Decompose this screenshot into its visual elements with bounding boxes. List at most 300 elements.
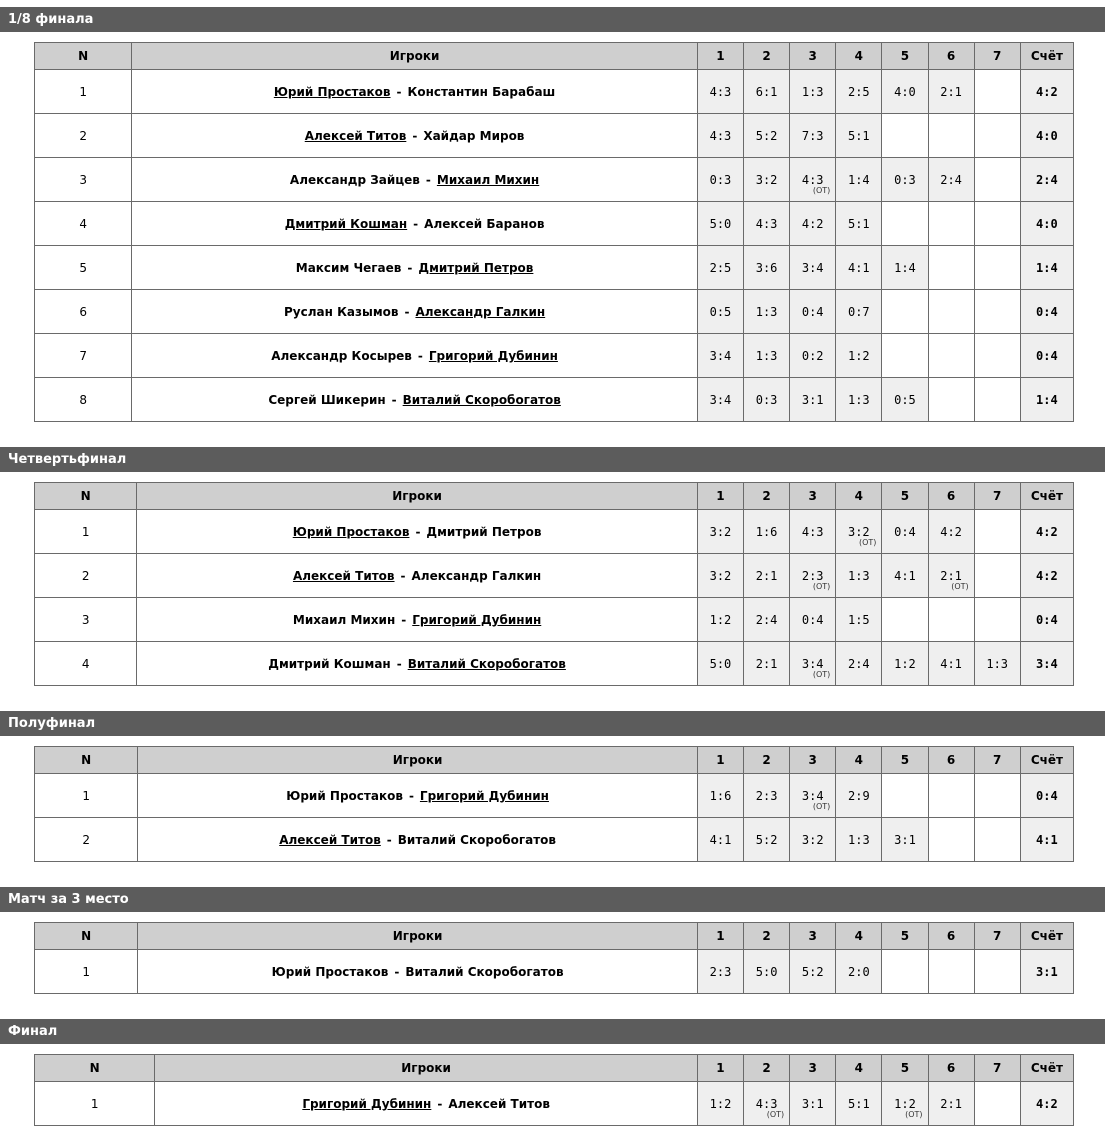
series-score: 0:4 [1020,334,1073,378]
player-two[interactable]: Виталий Скоробогатов [402,392,561,407]
series-score: 0:4 [1020,290,1073,334]
game-score-value: 0:7 [847,304,870,319]
game-score-7 [974,554,1020,598]
match-number: 2 [35,818,138,862]
players-separator: - [412,128,418,143]
game-score-value: 3:1 [894,832,916,847]
game-score-7 [974,1082,1020,1126]
player-two[interactable]: Дмитрий Петров [418,260,534,275]
game-score-value: 2:1 [940,84,962,99]
player-one[interactable]: Юрий Простаков [292,524,410,539]
players-separator: - [396,656,402,671]
game-score-2 [744,1082,790,1126]
game-score-value: 0:2 [801,348,824,363]
game-score-value: 2:4 [940,172,962,187]
game-score-2 [744,70,790,114]
game-score-value: 1:2 [847,348,870,363]
players-separator: - [425,172,431,187]
game-score-value: 3:4 [801,788,824,803]
header-game-2: 2 [744,1055,790,1082]
game-score-value: 1:3 [847,568,870,583]
game-score-3 [790,114,836,158]
match-number: 4 [35,642,137,686]
game-score-5 [882,70,928,114]
game-score-value: 4:3 [709,84,732,99]
header-game-7: 7 [974,483,1020,510]
stage-title: Матч за 3 место [0,887,1105,912]
game-score-3 [790,774,836,818]
game-score-value: 0:3 [709,172,732,187]
player-one[interactable]: Григорий Дубинин [302,1096,432,1111]
match-players [132,114,698,158]
series-score: 4:2 [1020,510,1073,554]
header-game-4: 4 [836,923,882,950]
game-score-value: 2:3 [801,568,824,583]
game-score-7 [974,950,1020,994]
game-score-3 [790,510,836,554]
player-one: Александр Косырев [271,348,412,363]
game-score-4 [836,642,882,686]
game-score-value: 1:3 [847,392,870,407]
player-one[interactable]: Дмитрий Кошман [284,216,408,231]
game-score-value: 2:1 [755,656,778,671]
series-score: 2:4 [1020,158,1073,202]
game-score-6 [928,202,974,246]
game-score-value: 3:6 [755,260,778,275]
match-players [132,202,698,246]
header-players: Игроки [132,43,698,70]
game-score-value: 4:3 [755,216,778,231]
game-score-4 [836,334,882,378]
game-score-3 [790,246,836,290]
header-n: N [35,747,138,774]
game-score-3 [790,950,836,994]
players-separator: - [437,1096,443,1111]
game-score-5 [882,202,928,246]
game-score-5 [882,774,928,818]
game-score-value: 0:3 [755,392,778,407]
header-n: N [35,923,138,950]
game-score-6 [928,158,974,202]
players-separator: - [401,612,407,627]
game-score-6 [928,378,974,422]
game-score-4 [836,950,882,994]
game-score-value: 5:1 [847,128,870,143]
game-score-value: 0:4 [801,304,824,319]
header-total: Счёт [1020,923,1073,950]
header-players: Игроки [138,747,698,774]
game-score-value: 3:4 [709,392,732,407]
header-game-6: 6 [928,747,974,774]
game-score-value: 2:3 [709,964,732,979]
game-score-5 [882,378,928,422]
header-game-6: 6 [928,483,974,510]
match-players [132,334,698,378]
overtime-label: (ОТ) [766,1110,785,1119]
game-score-value: 1:2 [709,1096,732,1111]
match-row [35,70,1074,114]
game-score-5 [882,1082,928,1126]
game-score-value: 1:3 [848,832,870,847]
game-score-value: 1:3 [801,84,824,99]
game-score-2 [744,246,790,290]
game-score-1 [697,114,743,158]
game-score-3 [790,642,836,686]
header-game-5: 5 [882,923,928,950]
match-row [35,818,1074,862]
game-score-value: 4:1 [940,656,962,671]
game-score-3 [790,290,836,334]
game-score-2 [744,378,790,422]
game-score-value: 3:2 [847,524,870,539]
game-score-value: 2:4 [755,612,778,627]
series-score: 4:1 [1020,818,1073,862]
header-players: Игроки [137,483,698,510]
player-one: Юрий Простаков [286,788,403,803]
game-score-2 [744,114,790,158]
game-score-3 [790,598,836,642]
game-score-1 [697,378,743,422]
series-score: 4:2 [1020,1082,1073,1126]
player-one: Юрий Простаков [271,964,389,979]
game-score-2 [744,554,790,598]
game-score-value: 0:4 [801,612,824,627]
match-row [35,774,1074,818]
game-score-4 [836,554,882,598]
game-score-value: 1:2 [894,1096,916,1111]
header-game-4: 4 [836,43,882,70]
header-n: N [35,1055,155,1082]
game-score-5 [882,950,928,994]
game-score-6 [928,70,974,114]
game-score-2 [744,818,790,862]
match-number: 2 [35,114,132,158]
game-score-5 [882,554,928,598]
game-score-7 [974,202,1020,246]
game-score-7 [974,510,1020,554]
header-game-5: 5 [882,43,928,70]
game-score-3 [790,158,836,202]
overtime-label: (ОТ) [812,582,831,591]
match-row [35,246,1074,290]
header-game-3: 3 [790,1055,836,1082]
game-score-3 [790,202,836,246]
game-score-value: 1:4 [847,172,870,187]
game-score-value: 2:1 [940,1096,962,1111]
game-score-7 [974,70,1020,114]
game-score-value: 5:2 [755,832,778,847]
game-score-1 [697,950,743,994]
game-score-1 [697,290,743,334]
header-game-2: 2 [744,747,790,774]
series-score: 3:1 [1020,950,1073,994]
game-score-value: 3:1 [801,392,824,407]
game-score-value: 2:9 [848,788,870,803]
series-score: 4:0 [1020,202,1073,246]
player-one[interactable]: Алексей Титов [304,128,407,143]
game-score-7 [974,334,1020,378]
game-score-2 [744,774,790,818]
game-score-5 [882,114,928,158]
game-score-2 [744,642,790,686]
players-separator: - [417,348,423,363]
game-score-6 [928,554,974,598]
player-two[interactable]: Виталий Скоробогатов [407,656,566,671]
game-score-value: 3:2 [755,172,778,187]
game-score-6 [928,598,974,642]
series-score: 4:2 [1020,554,1073,598]
game-score-4 [836,1082,882,1126]
player-two[interactable]: Григорий Дубинин [428,348,558,363]
match-players [155,1082,698,1126]
stage-title: 1/8 финала [0,7,1105,32]
player-two[interactable]: Михаил Михин [436,172,540,187]
player-two: Александр Галкин [411,568,542,583]
game-score-1 [697,202,743,246]
game-score-3 [790,334,836,378]
game-score-value: 2:1 [755,568,778,583]
results-table [34,922,1074,994]
game-score-1 [697,774,743,818]
match-number: 7 [35,334,132,378]
game-score-value: 2:5 [847,84,870,99]
game-score-value: 6:1 [755,84,778,99]
game-score-3 [790,554,836,598]
header-game-6: 6 [928,923,974,950]
game-score-1 [697,642,743,686]
header-game-7: 7 [974,43,1020,70]
overtime-label: (ОТ) [812,802,831,811]
match-players [137,598,698,642]
game-score-1 [697,1082,743,1126]
header-n: N [35,43,132,70]
players-separator: - [404,304,410,319]
player-one: Михаил Михин [292,612,396,627]
player-one: Дмитрий Кошман [268,656,391,671]
header-game-3: 3 [790,43,836,70]
match-row [35,378,1074,422]
game-score-value: 7:3 [801,128,824,143]
game-score-value: 0:3 [894,172,916,187]
overtime-label: (ОТ) [858,538,877,547]
game-score-value: 1:6 [709,788,732,803]
game-score-4 [836,598,882,642]
stage-title: Четвертьфинал [0,447,1105,472]
player-two[interactable]: Григорий Дубинин [412,612,542,627]
header-game-6: 6 [928,1055,974,1082]
game-score-value: 5:2 [755,128,778,143]
game-score-1 [697,510,743,554]
game-score-value: 1:2 [709,612,732,627]
player-two[interactable]: Александр Галкин [415,304,546,319]
player-two: Дмитрий Петров [426,524,542,539]
player-two: Алексей Титов [448,1096,550,1111]
header-game-2: 2 [744,43,790,70]
game-score-2 [744,510,790,554]
stage-title: Полуфинал [0,711,1105,736]
series-score: 0:4 [1020,774,1073,818]
game-score-value: 5:0 [709,216,732,231]
player-one: Руслан Казымов [284,304,399,319]
game-score-4 [836,378,882,422]
game-score-value: 3:1 [801,1096,824,1111]
game-score-5 [882,290,928,334]
header-row [35,923,1074,950]
series-score: 4:0 [1020,114,1073,158]
game-score-6 [928,950,974,994]
player-two: Виталий Скоробогатов [405,964,564,979]
game-score-7 [974,598,1020,642]
header-total: Счёт [1020,747,1073,774]
game-score-1 [697,554,743,598]
player-two[interactable]: Григорий Дубинин [419,788,549,803]
game-score-7 [974,246,1020,290]
game-score-4 [836,774,882,818]
game-score-2 [744,202,790,246]
game-score-value: 5:1 [847,216,870,231]
overtime-label: (ОТ) [951,582,969,591]
players-separator: - [400,568,406,583]
game-score-2 [744,950,790,994]
game-score-7 [974,378,1020,422]
game-score-6 [928,334,974,378]
game-score-value: 2:0 [848,964,870,979]
game-score-value: 1:2 [894,656,916,671]
player-one: Максим Чегаев [295,260,402,275]
game-score-6 [928,1082,974,1126]
game-score-3 [790,70,836,114]
game-score-4 [836,818,882,862]
game-score-value: 3:2 [801,832,824,847]
game-score-5 [882,642,928,686]
match-row [35,202,1074,246]
game-score-6 [928,114,974,158]
header-game-3: 3 [790,747,836,774]
game-score-2 [744,334,790,378]
match-row [35,598,1074,642]
header-game-4: 4 [836,1055,882,1082]
match-number: 8 [35,378,132,422]
game-score-1 [697,70,743,114]
game-score-2 [744,158,790,202]
game-score-3 [790,1082,836,1126]
game-score-value: 1:3 [755,304,778,319]
game-score-1 [697,818,743,862]
match-number: 3 [35,598,137,642]
game-score-value: 1:3 [986,656,1009,671]
game-score-3 [790,378,836,422]
game-score-4 [836,202,882,246]
match-number: 1 [35,950,138,994]
players-separator: - [396,84,402,99]
header-n: N [35,483,137,510]
match-row [35,642,1074,686]
match-row [35,290,1074,334]
series-score: 3:4 [1020,642,1073,686]
header-game-5: 5 [882,483,928,510]
game-score-value: 1:6 [755,524,778,539]
header-game-4: 4 [836,483,882,510]
results-table [34,42,1074,422]
game-score-value: 3:4 [801,260,824,275]
match-row [35,950,1074,994]
game-score-value: 5:0 [755,964,778,979]
player-one[interactable]: Юрий Простаков [273,84,391,99]
game-score-value: 4:3 [801,172,824,187]
game-score-6 [928,774,974,818]
game-score-value: 3:2 [709,524,732,539]
game-score-7 [974,818,1020,862]
header-game-2: 2 [744,923,790,950]
game-score-value: 4:0 [894,84,916,99]
game-score-value: 5:1 [848,1096,870,1111]
match-row [35,554,1074,598]
player-one: Александр Зайцев [289,172,420,187]
game-score-value: 5:2 [801,964,824,979]
player-two: Константин Барабаш [407,84,556,99]
game-score-value: 2:5 [709,260,732,275]
game-score-5 [882,598,928,642]
game-score-5 [882,158,928,202]
game-score-4 [836,70,882,114]
game-score-value: 4:3 [709,128,732,143]
game-score-value: 1:3 [755,348,778,363]
header-row [35,483,1074,510]
game-score-1 [697,158,743,202]
header-game-2: 2 [744,483,790,510]
game-score-5 [882,334,928,378]
match-players [138,818,698,862]
game-score-value: 0:5 [894,392,916,407]
game-score-value: 4:3 [755,1096,778,1111]
game-score-value: 3:4 [801,656,824,671]
player-one[interactable]: Алексей Титов [279,832,381,847]
game-score-value: 4:1 [709,832,732,847]
game-score-value: 2:4 [847,656,870,671]
header-game-5: 5 [882,1055,928,1082]
game-score-1 [697,334,743,378]
header-players: Игроки [138,923,698,950]
header-game-1: 1 [697,1055,743,1082]
game-score-2 [744,598,790,642]
header-row [35,747,1074,774]
game-score-4 [836,158,882,202]
game-score-value: 4:1 [894,568,916,583]
header-game-4: 4 [836,747,882,774]
players-separator: - [386,832,392,847]
game-score-value: 4:1 [847,260,870,275]
players-separator: - [407,260,413,275]
header-game-5: 5 [882,747,928,774]
match-number: 3 [35,158,132,202]
header-game-6: 6 [928,43,974,70]
series-score: 1:4 [1020,378,1073,422]
header-game-1: 1 [697,923,743,950]
game-score-value: 4:3 [801,524,824,539]
header-game-7: 7 [974,923,1020,950]
game-score-7 [974,114,1020,158]
game-score-7 [974,642,1020,686]
player-one[interactable]: Алексей Титов [292,568,395,583]
game-score-3 [790,818,836,862]
match-number: 1 [35,774,138,818]
match-players [132,70,698,114]
overtime-label: (ОТ) [812,186,831,195]
match-number: 1 [35,70,132,114]
header-game-3: 3 [790,483,836,510]
match-players [132,158,698,202]
match-players [137,554,698,598]
